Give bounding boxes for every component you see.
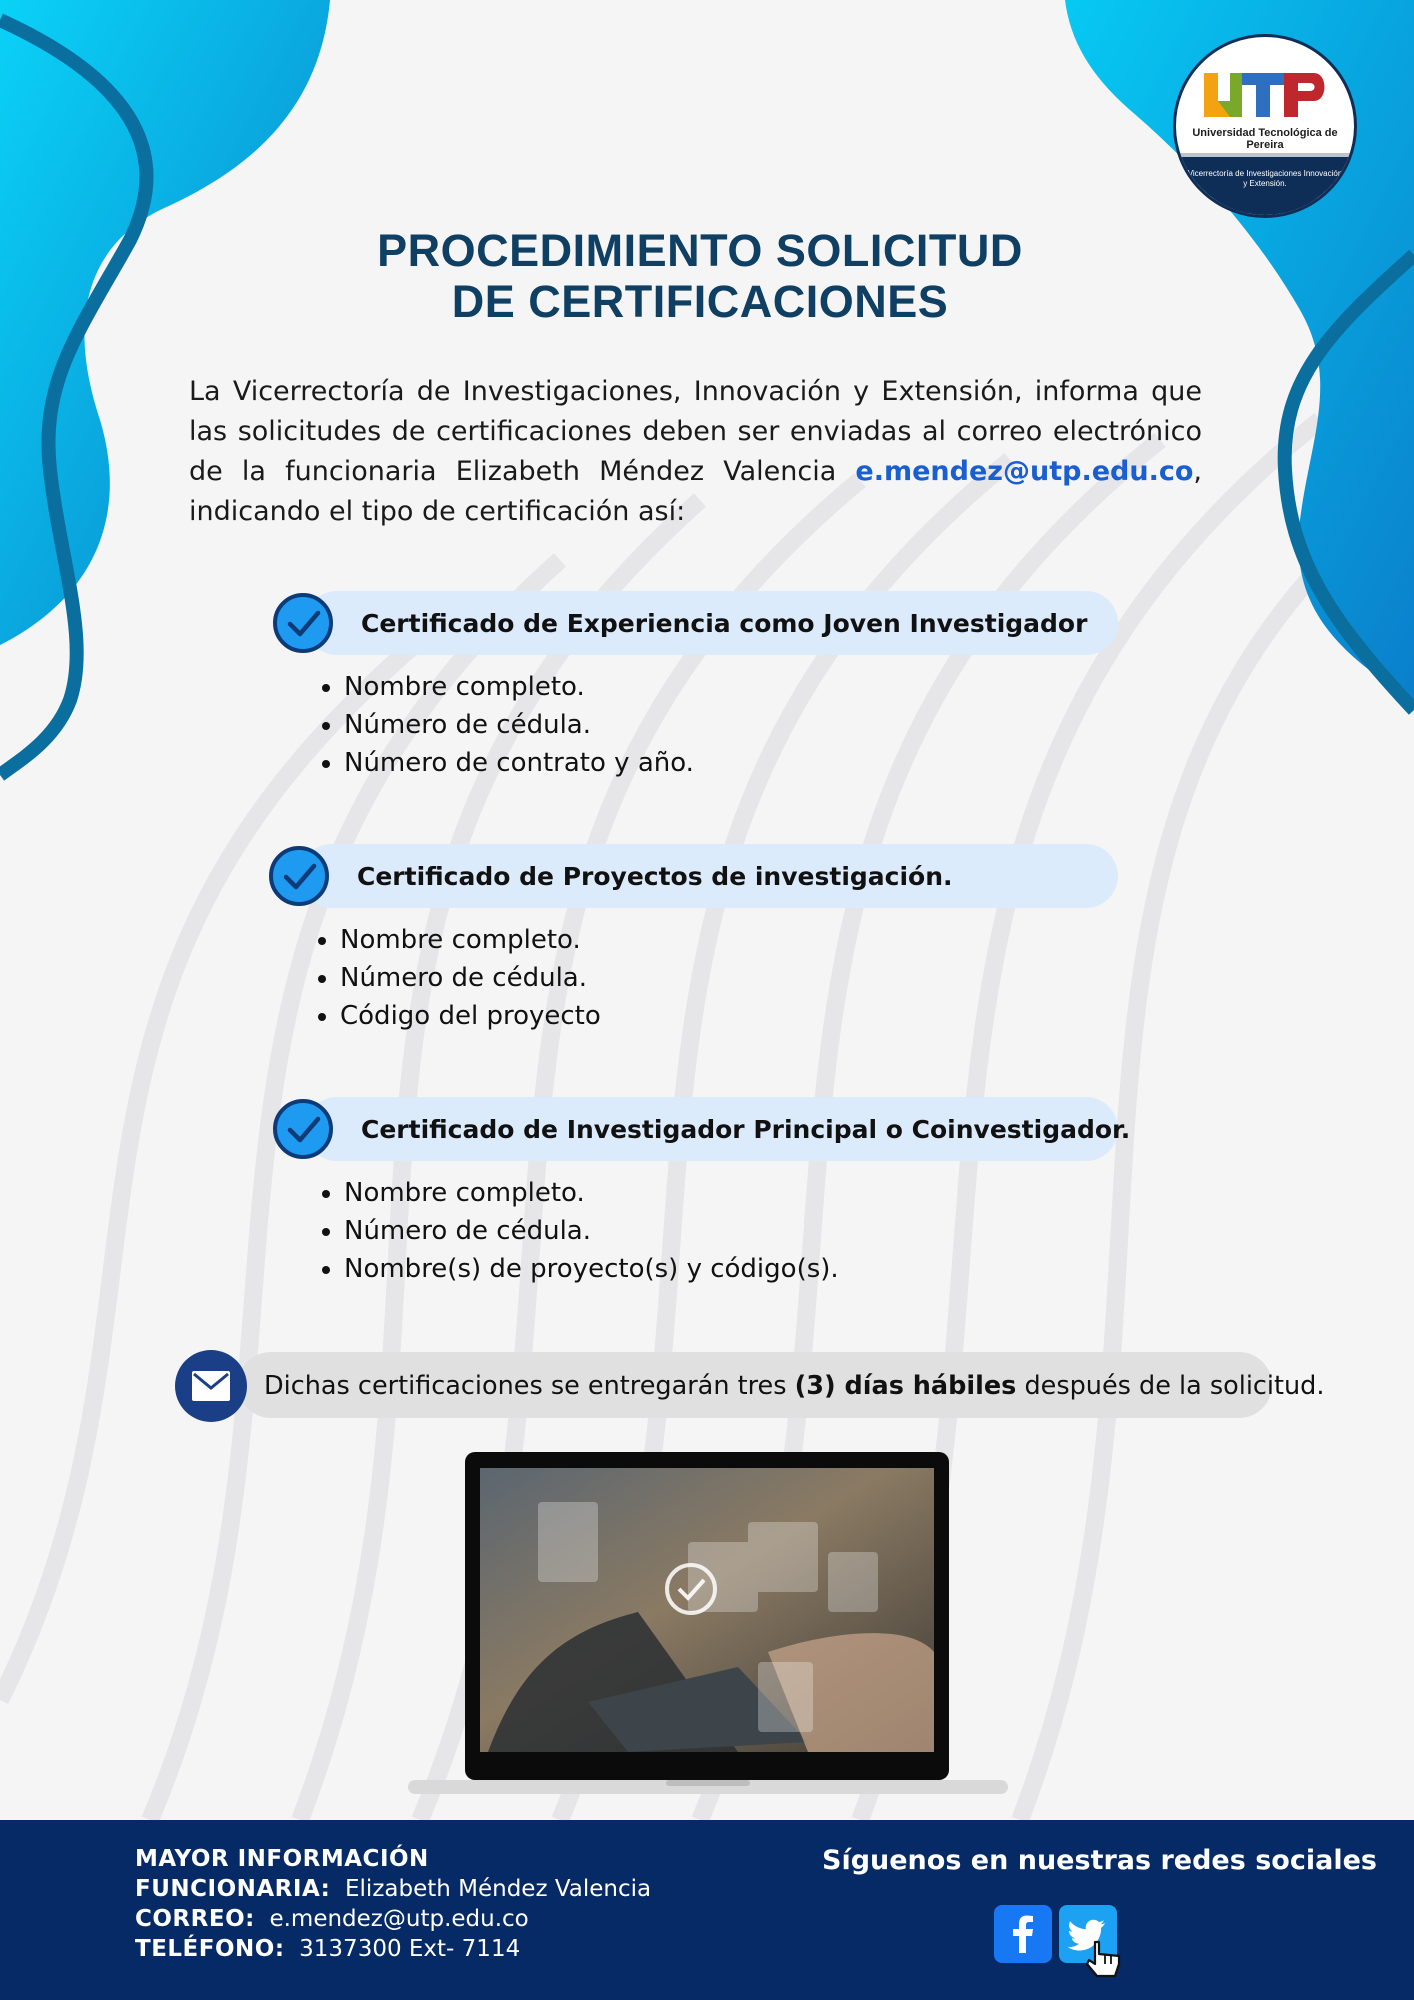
social-title: Síguenos en nuestras redes sociales <box>822 1845 1377 1876</box>
note-bold: (3) días hábiles <box>794 1371 1017 1401</box>
certificate-3-requirements <box>310 1174 839 1288</box>
footer-heading: MAYOR INFORMACIÓN <box>135 1846 429 1872</box>
list-item: • Código del proyecto <box>340 997 601 1035</box>
contact-label: FUNCIONARIA: <box>135 1876 331 1902</box>
certificate-2-title: Certificado de Proyectos de investigación. <box>357 862 953 891</box>
email-label: CORREO: <box>135 1906 255 1932</box>
intro-text-before: La Vicerrectoría de Investigaciones, Innovación y Extensión, informa que las solicitudes de certificaciones deben ser enviadas al correo electrónico de la funcionaria Elizabeth Méndez Valencia <box>189 376 1202 487</box>
certificate-3-title: Certificado de Investigador Principal o Coinvestigador. <box>361 1115 1131 1144</box>
utp-logo-mark <box>1196 67 1336 127</box>
footer-contact <box>135 1874 651 1904</box>
note-before: Dichas certificaciones se entregarán tres <box>264 1371 795 1401</box>
list-item: • Número de cédula. <box>344 706 694 744</box>
phone-label: TELÉFONO: <box>135 1936 285 1962</box>
pointer-cursor-icon <box>1085 1938 1133 1982</box>
list-item: • Nombre(s) de proyecto(s) y código(s). <box>344 1250 839 1288</box>
mail-icon <box>175 1350 247 1422</box>
check-circle-icon <box>269 846 329 906</box>
phone-value: 3137300 Ext- 7114 <box>299 1936 521 1962</box>
intro-paragraph <box>189 372 1202 532</box>
laptop-illustration <box>408 1452 1008 1802</box>
email-value[interactable]: e.mendez@utp.edu.co <box>269 1906 529 1932</box>
footer-phone <box>135 1934 520 1964</box>
facebook-icon[interactable] <box>994 1905 1052 1963</box>
contact-value: Elizabeth Méndez Valencia <box>345 1876 652 1902</box>
certificate-2-requirements <box>306 921 601 1035</box>
certificate-1-requirements <box>310 668 694 782</box>
intro-email-link[interactable]: e.mendez@utp.edu.co <box>855 456 1194 487</box>
logo-unit-name: Vicerrectoría de Investigaciones Innovación y Extensión. <box>1187 169 1343 188</box>
certificate-1-title: Certificado de Experiencia como Joven Investigador <box>361 609 1088 638</box>
note-after: después de la solicitud. <box>1016 1371 1325 1401</box>
list-item: • Nombre completo. <box>344 1174 839 1212</box>
list-item: • Número de contrato y año. <box>344 744 694 782</box>
list-item: • Número de cédula. <box>344 1212 839 1250</box>
logo-university-name: Universidad Tecnológica de Pereira <box>1192 127 1338 151</box>
check-circle-icon <box>273 593 333 653</box>
list-item: • Número de cédula. <box>340 959 601 997</box>
list-item: • Nombre completo. <box>340 921 601 959</box>
title-line-2: DE CERTIFICACIONES <box>451 276 949 327</box>
footer <box>0 1820 1414 2000</box>
delivery-note-text <box>264 1371 1324 1401</box>
intro-text-after: , indicando el tipo de certificación así: <box>189 456 1202 527</box>
page-title <box>0 225 1400 327</box>
list-item: • Nombre completo. <box>344 668 694 706</box>
footer-email <box>135 1904 529 1934</box>
check-circle-icon <box>273 1099 333 1159</box>
utp-logo <box>1173 34 1357 218</box>
title-line-1: PROCEDIMIENTO SOLICITUD <box>377 225 1023 276</box>
